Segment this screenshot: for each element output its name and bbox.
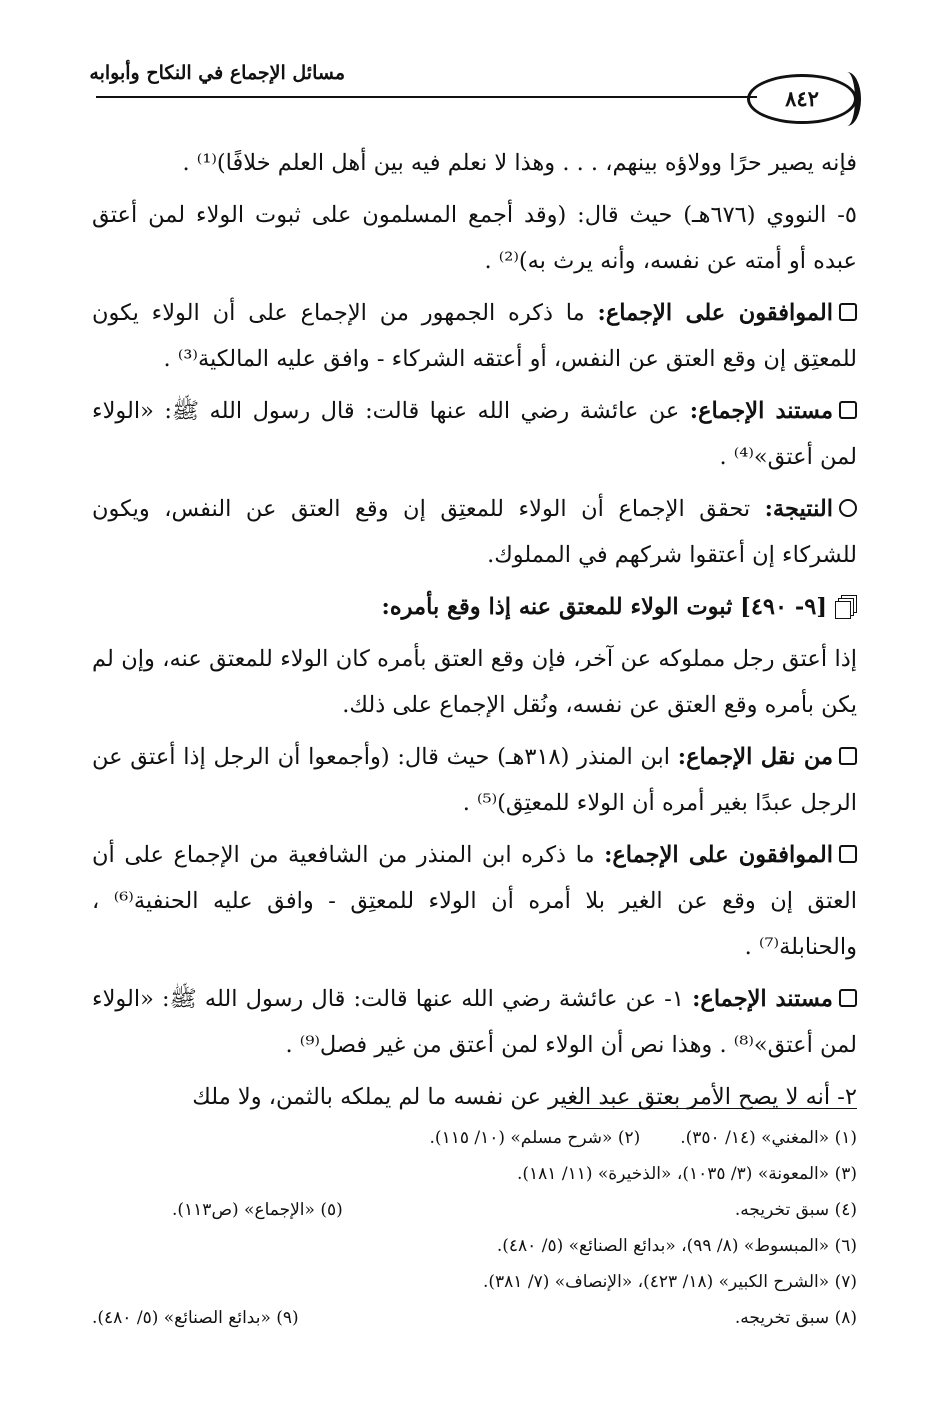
footnote-row	[92, 1264, 857, 1300]
paragraph-transmitter: من نقل الإجماع: ابن المنذر (٣١٨هـ) حيث قال: (وأجمعوا أن الرجل إذا أعتق عن الرجل عبدًا بغير أمره أن الولاء للمعتِق)⁽⁵⁾ .	[92, 744, 857, 816]
page-number-badge: ٨٤٢	[747, 74, 857, 124]
footnote-8: (٨) سبق تخريجه.	[734, 1308, 857, 1328]
footnote-row	[92, 1300, 857, 1336]
section-heading: [٩- ٤٩٠] ثبوت الولاء للمعتق عنه إذا وقع بأمره:	[92, 584, 857, 630]
paragraph-basis: مستند الإجماع: عن عائشة رضي الله عنها قالت: قال رسول الله ﷺ: «الولاء لمن أعتق»⁽⁴⁾ .	[92, 398, 857, 470]
footnote-row	[92, 1228, 857, 1264]
square-bullet-icon	[839, 747, 857, 765]
paragraph-nawawi: ٥- النووي (٦٧٦هـ) حيث قال: (وقد أجمع المسلمون على ثبوت الولاء لمن أعتق عبده أو أمته عن نفسه، وأنه يرث به)⁽²⁾ .	[92, 202, 858, 274]
running-title: مسائل الإجماع في النكاح وأبوابه	[89, 62, 345, 84]
page-header	[89, 60, 857, 120]
page-body	[92, 140, 857, 1126]
paragraph-second-point: ٢- أنه لا يصح الأمر بعتق عبد الغير عن نفسه ما لم يملكه بالثمن، ولا ملك	[192, 1084, 857, 1110]
footnote-divider	[566, 1108, 857, 1109]
footnote-5: (٥) «الإجماع» (ص١١٣).	[172, 1200, 343, 1220]
paragraph-agreeing-2: الموافقون على الإجماع: ما ذكره ابن المنذر من الشافعية من الإجماع على أن العتق إن وقع عن الغير بلا أمره أن الولاء للمعتِق - وافق عليه الحنفية⁽⁶⁾ ، والحنابلة⁽⁷⁾ .	[92, 842, 857, 960]
footnote-row	[92, 1120, 857, 1156]
footnote-7: (٧) «الشرح الكبير» (١٨/ ٤٢٣)، «الإنصاف» (٧/ ٣٨١).	[482, 1272, 857, 1292]
footnote-2: (٢) «شرح مسلم» (١٠/ ١١٥).	[429, 1128, 641, 1148]
footnote-1: (١) «المغني» (١٤/ ٣٥٠).	[680, 1128, 857, 1148]
paragraph-issue: إذا أعتق رجل مملوكه عن آخر، فإن وقع العتق بأمره كان الولاء للمعتق عنه، وإن لم يكن بأمره وقع العتق عن نفسه، ونُقل الإجماع على ذلك.	[92, 646, 857, 718]
footnote-4: (٤) سبق تخريجه.	[734, 1200, 857, 1220]
footnote-row	[92, 1156, 857, 1192]
square-bullet-icon	[839, 303, 857, 321]
header-rule	[96, 96, 757, 98]
footnote-9: (٩) «بدائع الصنائع» (٥/ ٤٨٠).	[92, 1308, 299, 1328]
stacked-pages-icon	[835, 595, 857, 617]
paragraph-basis-2: مستند الإجماع: ١- عن عائشة رضي الله عنها قالت: قال رسول الله ﷺ: «الولاء لمن أعتق»⁽⁸⁾ . وهذا نص أن الولاء لمن أعتق من غير فصل⁽⁹⁾ .	[92, 986, 857, 1058]
square-bullet-icon	[839, 401, 857, 419]
footnote-row	[92, 1192, 857, 1228]
square-bullet-icon	[839, 845, 857, 863]
paragraph-agreeing: الموافقون على الإجماع: ما ذكره الجمهور من الإجماع على أن الولاء يكون للمعتِق إن وقع العتق عن النفس، أو أعتقه الشركاء - وافق عليه المالكية⁽³⁾ .	[92, 300, 857, 372]
footnote-6: (٦) «المبسوط» (٨/ ٩٩)، «بدائع الصنائع» (٥/ ٤٨٠).	[496, 1236, 857, 1256]
circle-bullet-icon	[839, 499, 857, 517]
footnote-3: (٣) «المعونة» (٣/ ١٠٣٥)، «الذخيرة» (١١/ ١٨١).	[516, 1164, 857, 1184]
paragraph-result: النتيجة: تحقق الإجماع أن الولاء للمعتِق إن وقع العتق عن النفس، ويكون للشركاء إن أعتقوا شركهم في المملوك.	[92, 496, 857, 568]
footnotes	[92, 1120, 857, 1336]
paragraph-continuation: فإنه يصير حرًا وولاؤه بينهم، . . . وهذا لا نعلم فيه بين أهل العلم خلافًا)⁽¹⁾ .	[182, 150, 857, 176]
square-bullet-icon	[839, 989, 857, 1007]
